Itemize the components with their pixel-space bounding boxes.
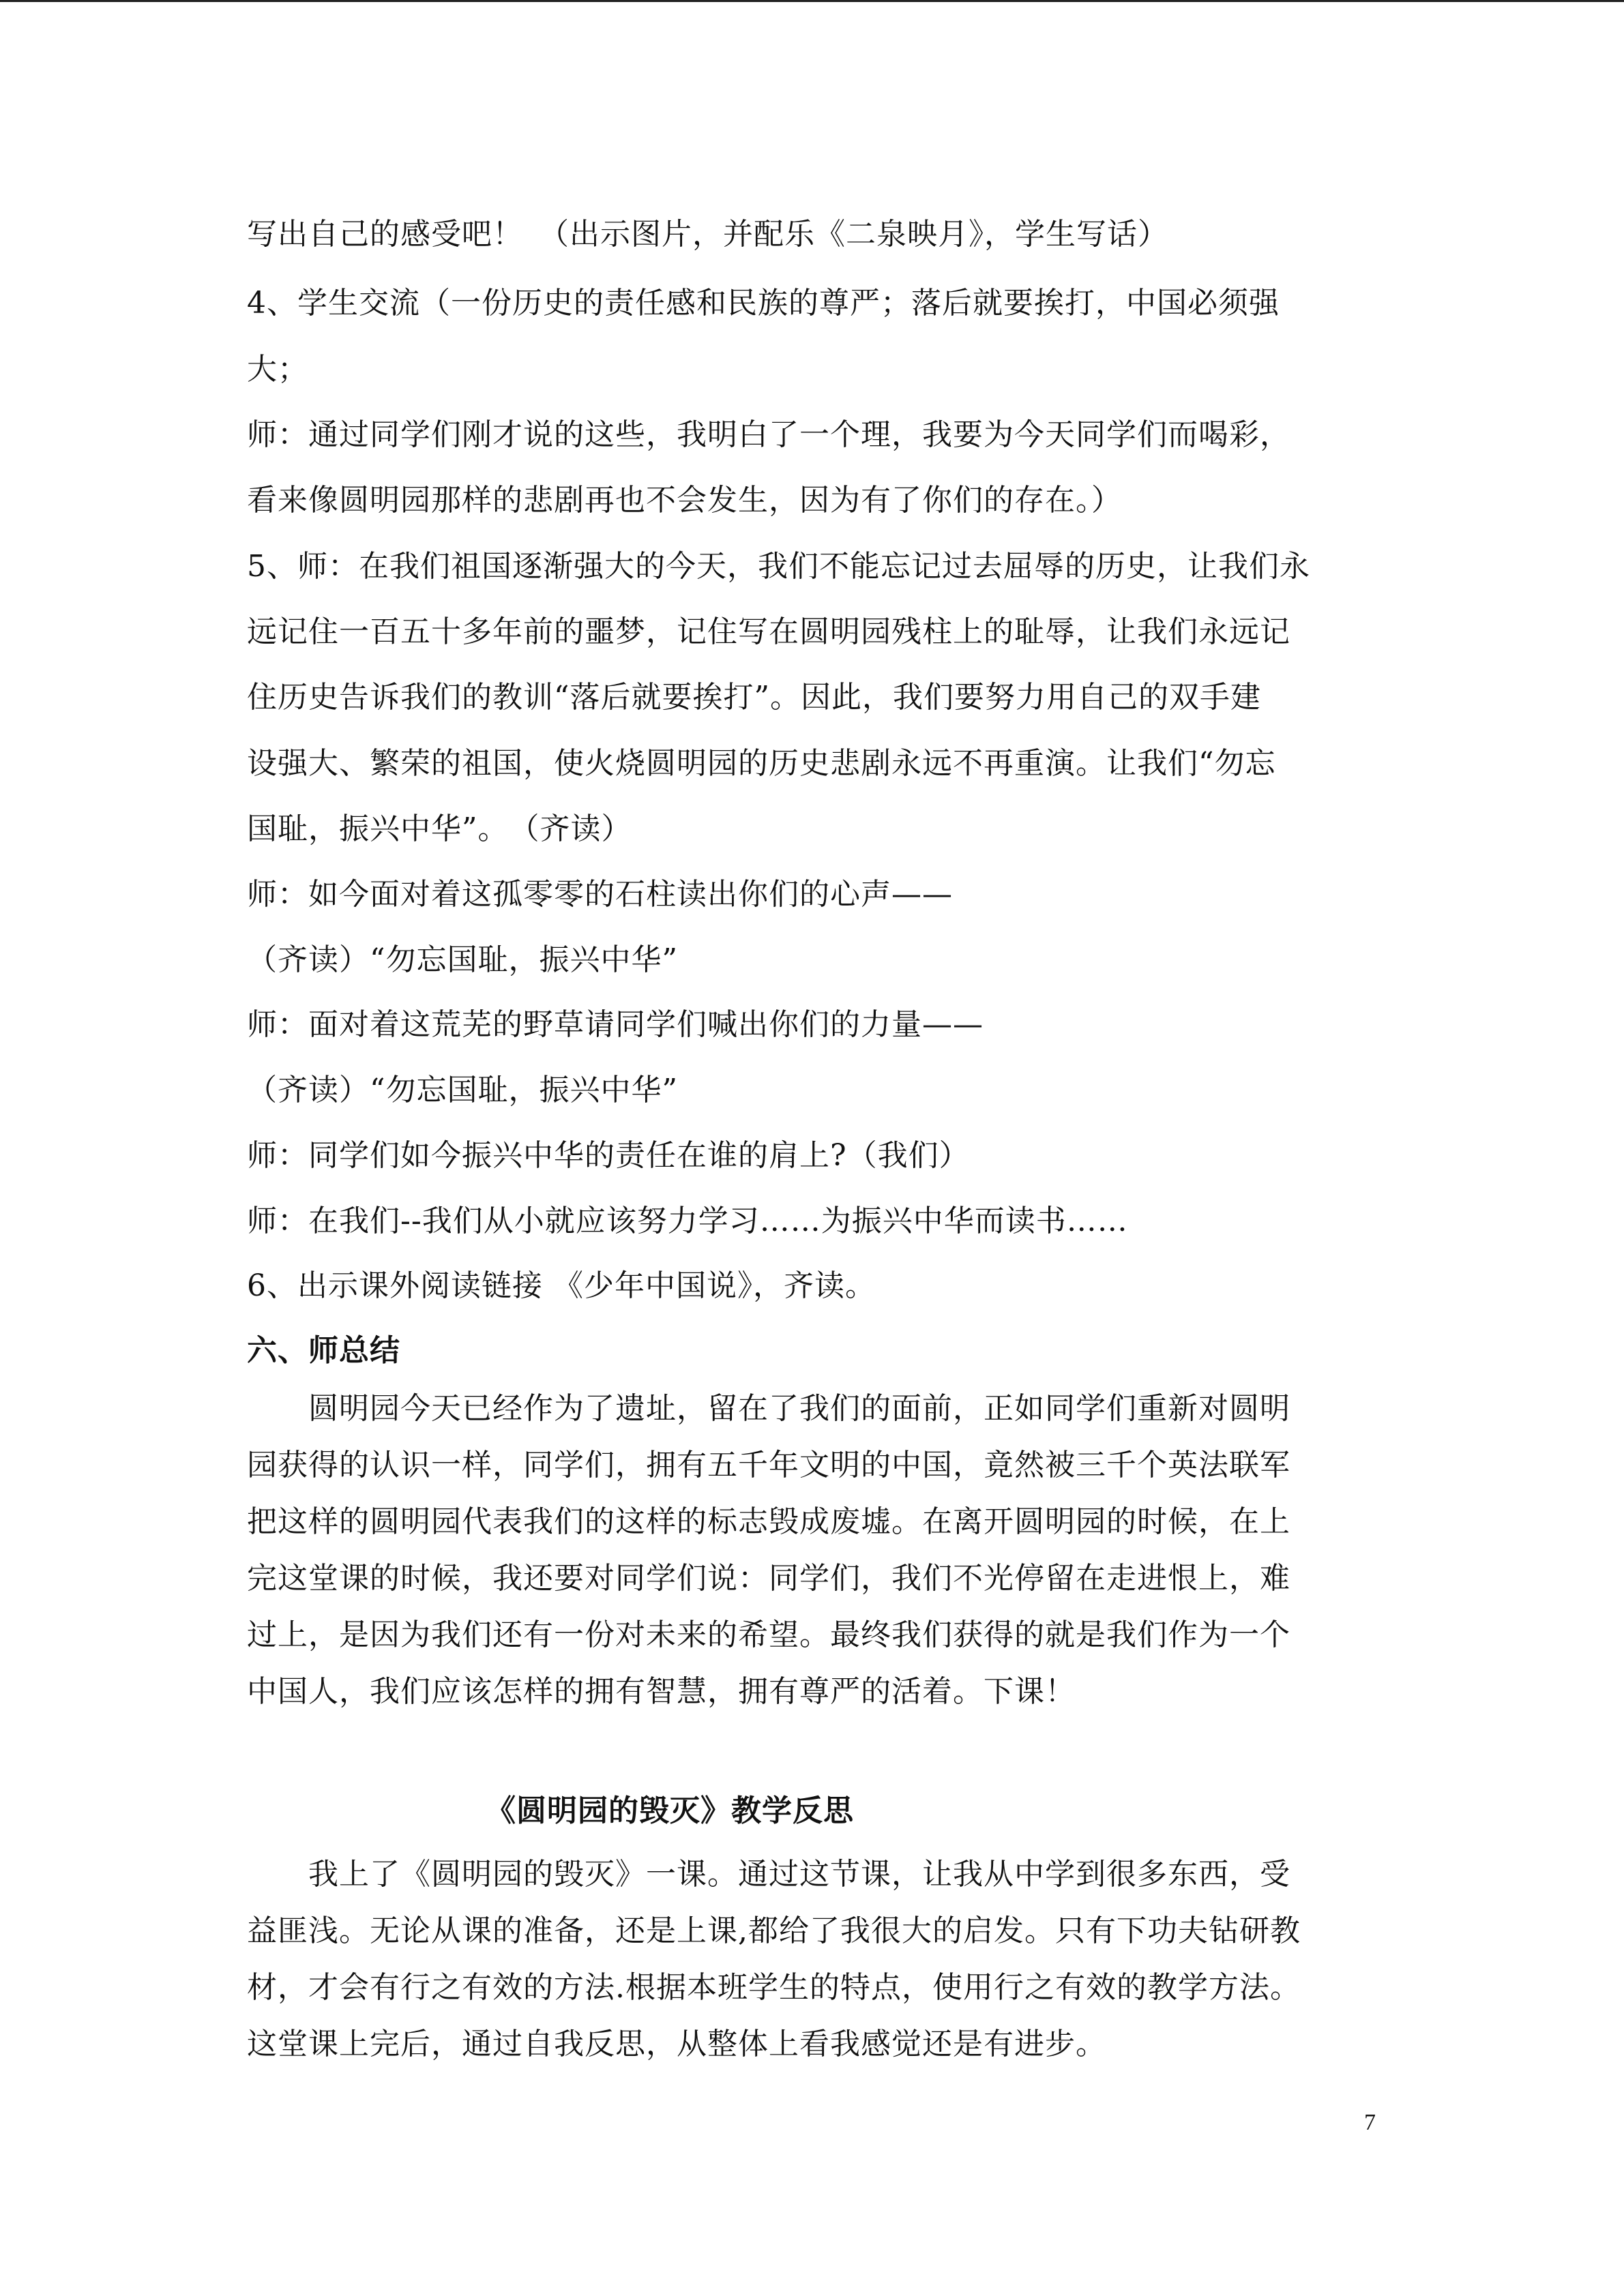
- text-line-step6: 6、出示课外阅读链接 《少年中国说》，齐读。: [247, 1268, 876, 1303]
- text-line-chorus-2: （齐读）“勿忘国耻，振兴中华”: [247, 1073, 678, 1107]
- summary-paragraph-line-6: 中国人，我们应该怎样的拥有智慧，拥有尊严的活着。下课！: [247, 1674, 1076, 1709]
- text-line-step5-cont-4: 国耻，振兴中华”。 （齐读）: [247, 811, 632, 846]
- page-number: 7: [1364, 2110, 1376, 2135]
- reflection-paragraph-line-3: 材，才会有行之有效的方法.根据本班学生的特点，使用行之有效的教学方法。: [247, 1970, 1301, 2005]
- text-line-teacher-2: 师：如今面对着这孤零零的石柱读出你们的心声——: [247, 877, 953, 912]
- text-line-teacher-5: 师：在我们--我们从小就应该努力学习……为振兴中华而读书……: [247, 1204, 1128, 1238]
- text-line-step5-cont-2: 住历史告诉我们的教训“落后就要挨打”。因此，我们要努力用自己的双手建: [247, 680, 1261, 715]
- summary-paragraph-line-2: 园获得的认识一样，同学们，拥有五千年文明的中国，竟然被三千个英法联军: [247, 1448, 1290, 1482]
- reflection-paragraph-line-1: 我上了《圆明园的毁灭》一课。通过这节课，让我从中学到很多东西，受: [247, 1857, 1290, 1892]
- reflection-paragraph-line-4: 这堂课上完后，通过自我反思，从整体上看我感觉还是有进步。: [247, 2027, 1106, 2061]
- summary-paragraph-line-4: 完这堂课的时候，我还要对同学们说：同学们，我们不光停留在走进恨上，难: [247, 1561, 1290, 1596]
- text-line-feelings: 写出自己的感受吧！ （出示图片，并配乐《二泉映月》，学生写话）: [247, 217, 1168, 252]
- text-line-teacher-4: 师：同学们如今振兴中华的责任在谁的肩上?（我们）: [247, 1138, 970, 1173]
- summary-paragraph-line-5: 过上，是因为我们还有一份对未来的希望。最终我们获得的就是我们作为一个: [247, 1617, 1290, 1652]
- text-line-step4-cont: 大；: [247, 352, 308, 387]
- summary-paragraph-line-3: 把这样的圆明园代表我们的这样的标志毁成废墟。在离开圆明园的时候，在上: [247, 1504, 1290, 1539]
- text-line-step5: 5、师：在我们祖国逐渐强大的今天，我们不能忘记过去屈辱的历史，让我们永: [247, 549, 1310, 584]
- text-line-step4: 4、学生交流（一份历史的责任感和民族的尊严；落后就要挨打，中国必须强: [247, 286, 1280, 320]
- text-line-teacher-3: 师：面对着这荒芜的野草请同学们喊出你们的力量——: [247, 1007, 984, 1042]
- text-line-step5-cont-3: 设强大、繁荣的祖国，使火烧圆明园的历史悲剧永远不再重演。让我们“勿忘: [247, 746, 1276, 781]
- text-line-teacher-1-cont: 看来像圆明园那样的悲剧再也不会发生，因为有了你们的存在。）: [247, 483, 1122, 518]
- page-top-border: [0, 0, 1624, 2]
- text-line-chorus-1: （齐读）“勿忘国耻，振兴中华”: [247, 942, 678, 977]
- text-line-step5-cont-1: 远记住一百五十多年前的噩梦，记住写在圆明园残柱上的耻辱，让我们永远记: [247, 614, 1290, 649]
- summary-paragraph-line-1: 圆明园今天已经作为了遗址，留在了我们的面前，正如同学们重新对圆明: [247, 1391, 1290, 1426]
- reflection-paragraph-line-2: 益匪浅。无论从课的准备，还是上课,都给了我很大的启发。只有下功夫钻研教: [247, 1913, 1301, 1948]
- text-line-teacher-1: 师：通过同学们刚才说的这些，我明白了一个理，我要为今天同学们而喝彩，: [247, 417, 1290, 452]
- section-heading-summary: 六、师总结: [247, 1333, 400, 1368]
- reflection-title: 《圆明园的毁灭》教学反思: [486, 1793, 854, 1828]
